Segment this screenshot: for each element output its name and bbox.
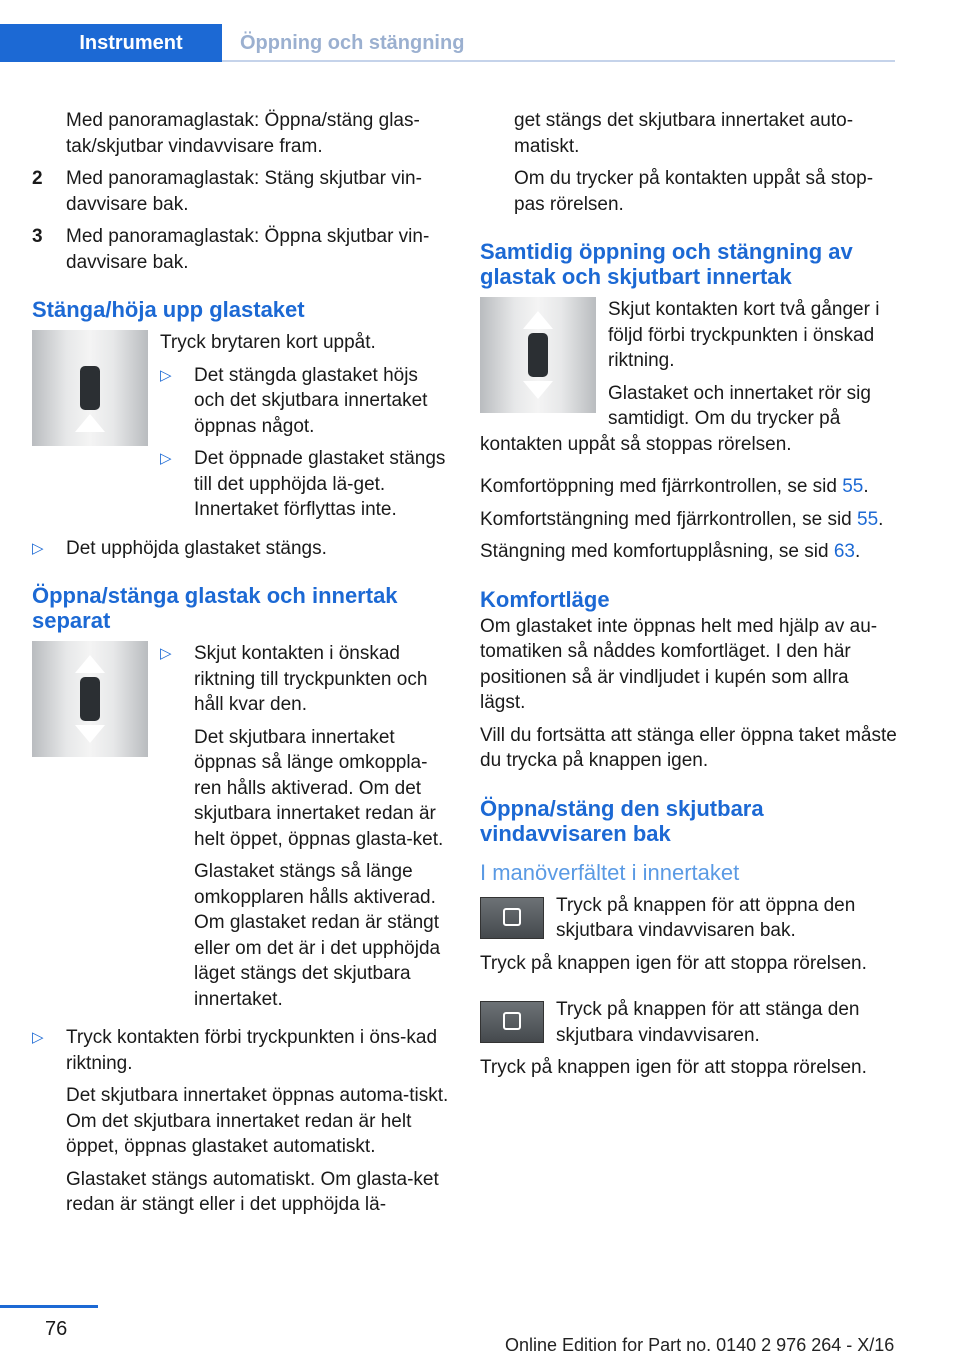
item-number: 3 <box>32 226 43 247</box>
visor-icon <box>503 908 521 926</box>
paragraph: Det skjutbara innertaket öppnas så länge omkoppla-ren hålls aktiverad. Om det skjutbara innertaket redan är helt öppet, öppnas glasta-ket. <box>194 726 444 850</box>
item-text: Med panoramaglastak: Öppna skjutbar vin-davvisare bak. <box>66 226 430 273</box>
triangle-bullet-icon: ▷ <box>160 450 172 467</box>
paragraph: Glastaket stängs automatiskt. Om glasta-ket redan är stängt eller i det upphöjda lä- <box>66 1168 439 1215</box>
bullet-text: Skjut kontakten i önskad riktning till tryckpunkten och håll kvar den. <box>194 643 428 715</box>
page-number: 76 <box>45 1318 68 1340</box>
close-intro: Tryck brytaren kort uppåt. <box>160 332 376 353</box>
bullet-text: Det öppnade glastaket stängs till det upphöjda lä-get. Innertaket förflyttas inte. <box>194 448 446 520</box>
paragraph: Tryck på knappen igen för att stoppa rörelsen. <box>480 952 867 974</box>
ref-text: Stängning med komfortupplåsning, se sid <box>480 541 834 562</box>
paragraph: Det skjutbara innertaket öppnas automa-tiskt. Om det skjutbara innertaket redan är helt öppet, öppnas glastaket automatiskt. <box>66 1085 449 1157</box>
paragraph: Glastaket stängs så länge omkopplaren hålls aktiverad. Om glastaket redan är stängt eller om det är i det upphöjda läget stängs det skjutbara innertaket. <box>194 861 441 1010</box>
ref-text: Komfortstängning med fjärrkontrollen, se sid <box>480 508 858 530</box>
arrow-up-icon <box>523 311 553 329</box>
switch-pad-icon <box>528 333 548 377</box>
bullet-text: Det upphöjda glastaket stängs. <box>66 537 327 559</box>
header-rule <box>222 60 895 62</box>
item-number: 2 <box>32 168 43 189</box>
switch-image <box>32 641 148 757</box>
paragraph: Tryck på knappen igen för att stoppa rörelsen. <box>480 1057 867 1078</box>
switch-pad-icon <box>80 677 100 721</box>
heading-close-glass-roof: Stänga/höja upp glastaket <box>32 297 305 322</box>
list-item <box>160 363 450 440</box>
bullet-text: Tryck kontakten förbi tryckpunkten i öns-kad riktning. <box>66 1027 438 1074</box>
ref-text: Komfortöppning med fjärrkontrollen, se sid <box>480 476 843 497</box>
paragraph: Tryck på knappen för att öppna den skjutbara vindavvisaren bak. <box>556 894 856 941</box>
visor-open-button-image <box>480 897 544 939</box>
switch-image <box>32 330 148 446</box>
paragraph <box>480 539 898 565</box>
heading-simultaneous: Samtidig öppning och stängning av glastak och skjutbart innertak <box>480 239 853 289</box>
item-text: Med panoramaglastak: Stäng skjutbar vin-davvisare bak. <box>66 168 422 215</box>
heading-separate: Öppna/stänga glastak och innertak separat <box>32 583 398 633</box>
triangle-bullet-icon: ▷ <box>160 366 172 384</box>
list-item <box>160 446 450 523</box>
header-tab-instrument: Instrument <box>0 24 222 62</box>
list-item <box>32 224 450 275</box>
paragraph: get stängs det skjutbara innertaket auto-matiskt. <box>514 110 854 157</box>
intro-text: Med panoramaglastak: Öppna/stäng glas-tak/skjutbar vindavvisare fram. <box>66 110 420 157</box>
page-link-63[interactable]: 63 <box>833 541 855 562</box>
arrow-down-icon <box>523 381 553 399</box>
paragraph: Om du trycker på kontakten uppåt så stop-pas rörelsen. <box>514 168 874 215</box>
arrow-up-icon <box>75 414 105 432</box>
heading-comfort: Komfortläge <box>480 586 610 612</box>
period: . <box>863 476 869 497</box>
page-link-55[interactable]: 55 <box>857 508 879 530</box>
right-column <box>480 108 898 1088</box>
triangle-bullet-icon: ▷ <box>160 645 172 662</box>
subheading-panel: I manöverfältet i innertaket <box>480 859 740 885</box>
list-item <box>32 1025 450 1076</box>
period: . <box>854 541 861 562</box>
list-item <box>32 536 450 562</box>
visor-close-button-image <box>480 1001 544 1043</box>
switch-pad-icon <box>80 366 100 410</box>
page-header <box>0 24 895 62</box>
paragraph: Tryck på knappen för att stänga den skjutbara vindavvisaren. <box>556 999 860 1046</box>
triangle-bullet-icon: ▷ <box>32 1029 44 1046</box>
paragraph: Vill du fortsätta att stänga eller öppna taket måste du trycka på knappen igen. <box>480 724 897 771</box>
paragraph <box>480 507 898 533</box>
paragraph <box>480 474 898 500</box>
list-item <box>32 166 450 217</box>
bullet-text: Det stängda glastaket höjs och det skjutbara innertaket öppnas något. <box>194 364 428 437</box>
left-column <box>32 108 450 1225</box>
heading-rear-visor: Öppna/stäng den skjutbara vindavvisaren bak <box>480 795 764 846</box>
switch-image <box>480 297 596 413</box>
paragraph: Skjut kontakten kort två gånger i följd förbi tryckpunkten i önskad riktning. <box>608 299 880 371</box>
edition-text: Online Edition for Part no. 0140 2 976 264 - X/16 <box>505 1335 895 1355</box>
arrow-down-icon <box>75 725 105 743</box>
page-link-55[interactable]: 55 <box>842 476 864 497</box>
paragraph: Om glastaket inte öppnas helt med hjälp av au-tomatiken så nåddes komfortläget. I den här positionen så är vindljudet i kupén som allra lägst. <box>480 615 878 713</box>
arrow-up-icon <box>75 655 105 673</box>
period: . <box>878 508 884 530</box>
footer-rule <box>0 1305 98 1308</box>
paragraph: Glastaket och innertaket rör sig samtidigt. Om du trycker på kontakten uppåt så stoppas rörelsen. <box>480 382 871 455</box>
list-item <box>160 641 450 718</box>
header-tab-opening: Öppning och stängning <box>240 32 465 54</box>
triangle-bullet-icon: ▷ <box>32 539 44 557</box>
visor-icon <box>503 1012 521 1030</box>
